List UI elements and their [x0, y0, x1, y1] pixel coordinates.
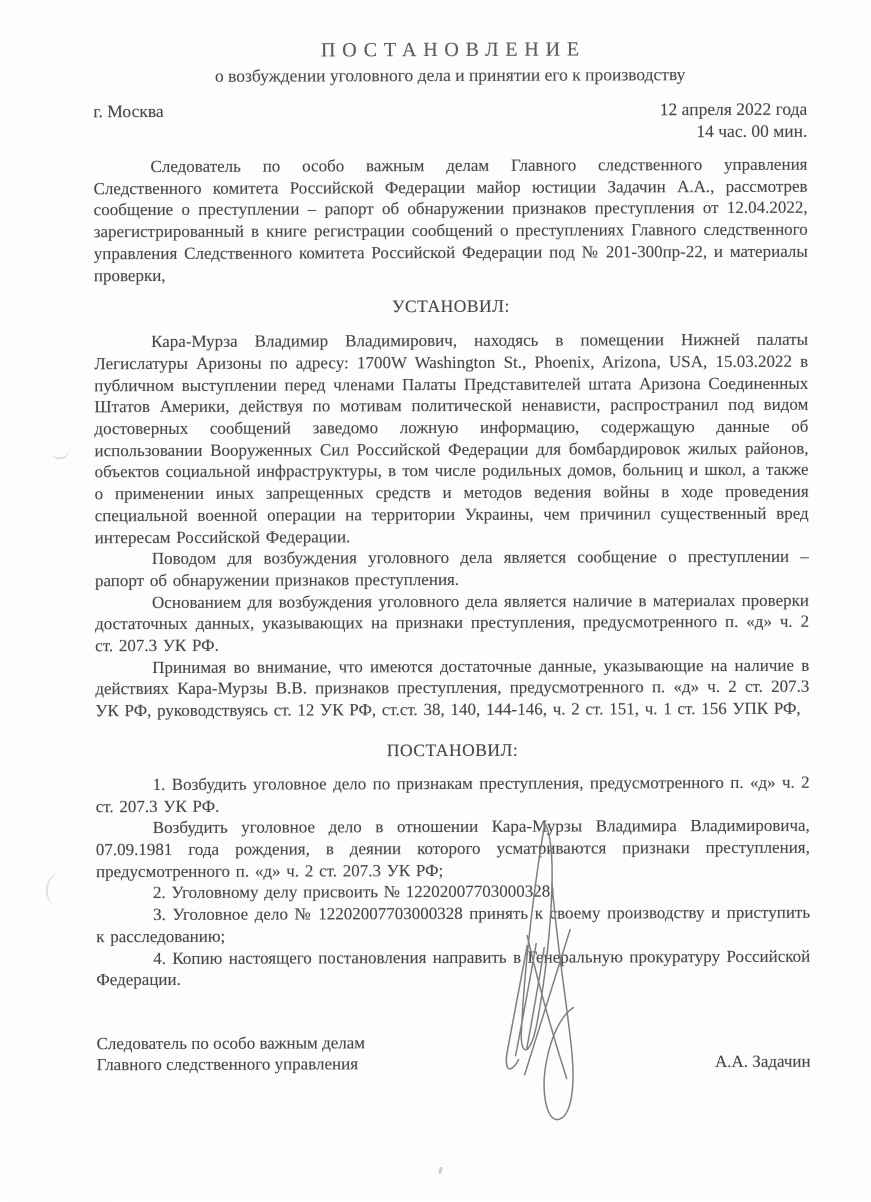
resolved-item: 4. Копию настоящего постановления направить в Генеральную прокуратуру Российской Федерации. [96, 946, 811, 990]
established-heading: УСТАНОВИЛ: [392, 295, 510, 317]
signoff-position-line1: Следователь по особо важным делам [96, 1033, 366, 1054]
intro-paragraph: Следователь по особо важным делам Главного следственного управления Следственного комитета Российской Федерации майор юстиции Задачин А.А., рассмотрев сообщение о преступлении – рапорт об обнаружении признаков преступления от 12.04.2022, зарегистрированный в книге регистрации сообщений о преступлениях Главного следственного управления Следственного комитета Российской Федерации под № 201-300пр-22, и материалы проверки, [93, 154, 808, 285]
established-paragraph: Основанием для возбуждения уголовного дела является наличие в материалах проверки достаточных данных, указывающих на признаки преступления, предусмотренного п. «д» ч. 2 ст. 207.3 УК РФ. [95, 590, 810, 656]
signoff-row [97, 1031, 811, 1075]
established-paragraph: Кара-Мурза Владимир Владимирович, находясь в помещении Нижней палаты Легислатуры Аризоны по адресу: 1700W Washington St., Phoenix, Arizona, USA, 15.03.2022 в публичном выступлении перед членами Палаты Представителей штата Аризона Соединенных Штатов Америки, действуя по мотивам политической ненависти, распространил под видом достоверных сообщений заведомо ложную информацию, содержащую данные об использовании Вооруженных Сил Российской Федерации для бомбардировок жилых районов, объектов социальной инфраструктуры, в том числе родильных домов, больниц и школ, а также о применении иных запрещенных средств и методов ведения войны в ходе проведения специальной военной операции на территории Украины, чем причинил существенный вред интересам Российской Федерации. [94, 329, 809, 547]
signer-name: А.А. Задачин [714, 1051, 811, 1071]
place-date-row [93, 98, 807, 144]
time-line: 14 час. 00 мин. [696, 120, 808, 142]
document-title: ПОСТАНОВЛЕНИЕ [320, 38, 586, 62]
resolved-item: 3. Уголовное дело № 12202007703000328 принять к своему производству и приступить к расследованию; [96, 902, 811, 946]
place-line: г. Москва [93, 100, 164, 122]
established-paragraph: Поводом для возбуждения уголовного дела является сообщение о преступлении – рапорт об обнаружении признаков преступления. [94, 546, 809, 591]
document-body [93, 154, 810, 991]
signoff-position-line2: Главного следственного управления [96, 1054, 359, 1075]
resolved-item: 2. Уголовному делу присвоить № 12202007703000328; [152, 881, 556, 903]
date-line: 12 апреля 2022 года [659, 98, 808, 120]
resolved-item: Возбудить уголовное дело в отношении Кара-Мурзы Владимира Владимировича, 07.09.1981 года рождения, в деянии которого усматриваются признаки преступления, предусмотренного п. «д» ч. 2 ст. 207.3 УК РФ; [95, 815, 810, 881]
document-subtitle: о возбуждении уголовного дела и принятии его к производству [214, 64, 686, 86]
resolved-heading: ПОСТАНОВИЛ: [386, 739, 519, 761]
resolved-item: 1. Возбудить уголовное дело по признакам преступления, предусмотренного п. «д» ч. 2 ст. 207.3 УК РФ. [95, 772, 810, 816]
established-paragraph: Принимая во внимание, что имеются достаточные данные, указывающие на наличие в действиях Кара-Мурзы В.В. признаков преступления, предусмотренного п. «д» ч. 2 ст. 207.3 УК РФ, руководствуясь ст. 12 УК РФ, ст.ст. 38, 140, 144-146, ч. 2 ст. 151, ч. 1 ст. 156 УПК РФ, [95, 655, 810, 721]
date-block [660, 98, 808, 143]
signoff-position [97, 1032, 366, 1075]
scan-artifact [438, 1167, 443, 1175]
